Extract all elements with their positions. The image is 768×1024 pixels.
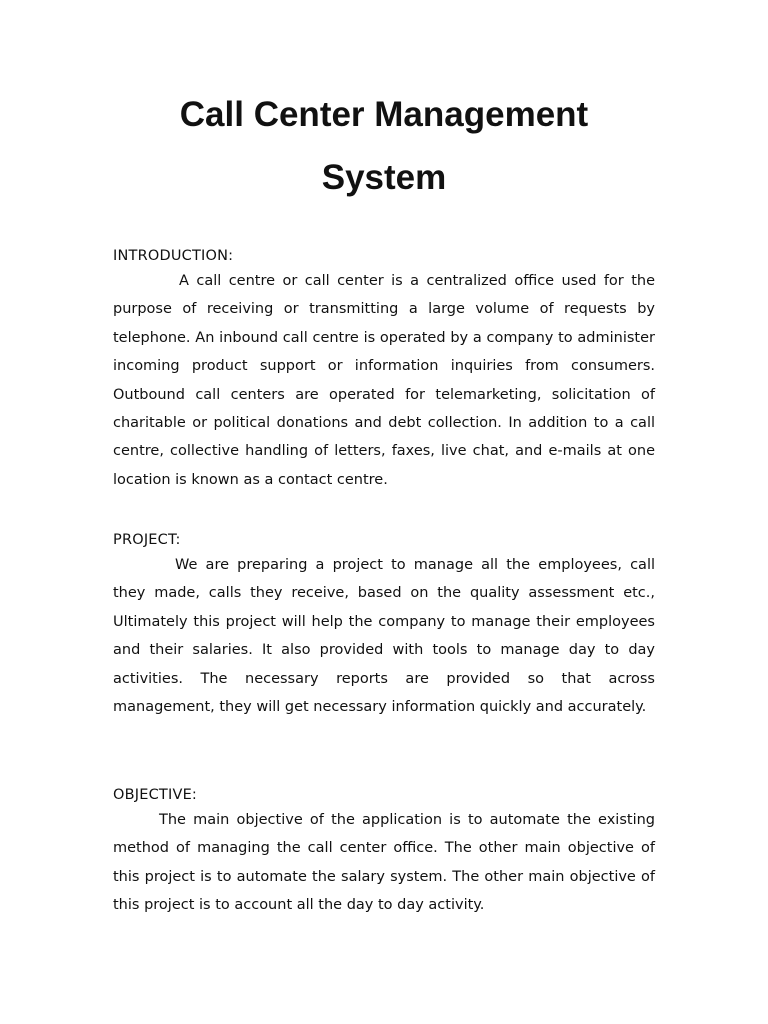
objective-heading: OBJECTIVE: [113, 787, 198, 803]
objective-section [113, 785, 655, 920]
document-title-line-2: System [321, 158, 447, 197]
introduction-heading: INTRODUCTION: [113, 248, 234, 264]
project-paragraph: We are preparing a project to manage all the employees, call they made, calls they receive, based on the quality assessment etc., Ultimately this project will help the company to manage their employees and their salaries. It also provided with tools to manage day to day activities. The necessary reports are provided so that across management, they will get necessary information quickly and accurately. [113, 557, 655, 716]
introduction-paragraph: A call centre or call center is a centralized office used for the purpose of receiving or transmitting a large volume of requests by telephone. An inbound call centre is operated by a company to administer incoming product support or information inquiries from consumers. Outbound call centers are operated for telemarketing, solicitation of charitable or political donations and debt collection. In addition to a call centre, collective handling of letters, faxes, live chat, and e-mails at one location is known as a contact centre. [113, 273, 655, 488]
objective-paragraph: The main objective of the application is to automate the existing method of managing the call center office. The other main objective of this project is to automate the salary system. The other main objective of this project is to account all the day to day activity. [113, 812, 655, 914]
document-title-line-1: Call Center Management [179, 95, 589, 134]
project-section [113, 530, 655, 721]
introduction-section [113, 246, 655, 494]
project-heading: PROJECT: [113, 532, 181, 548]
